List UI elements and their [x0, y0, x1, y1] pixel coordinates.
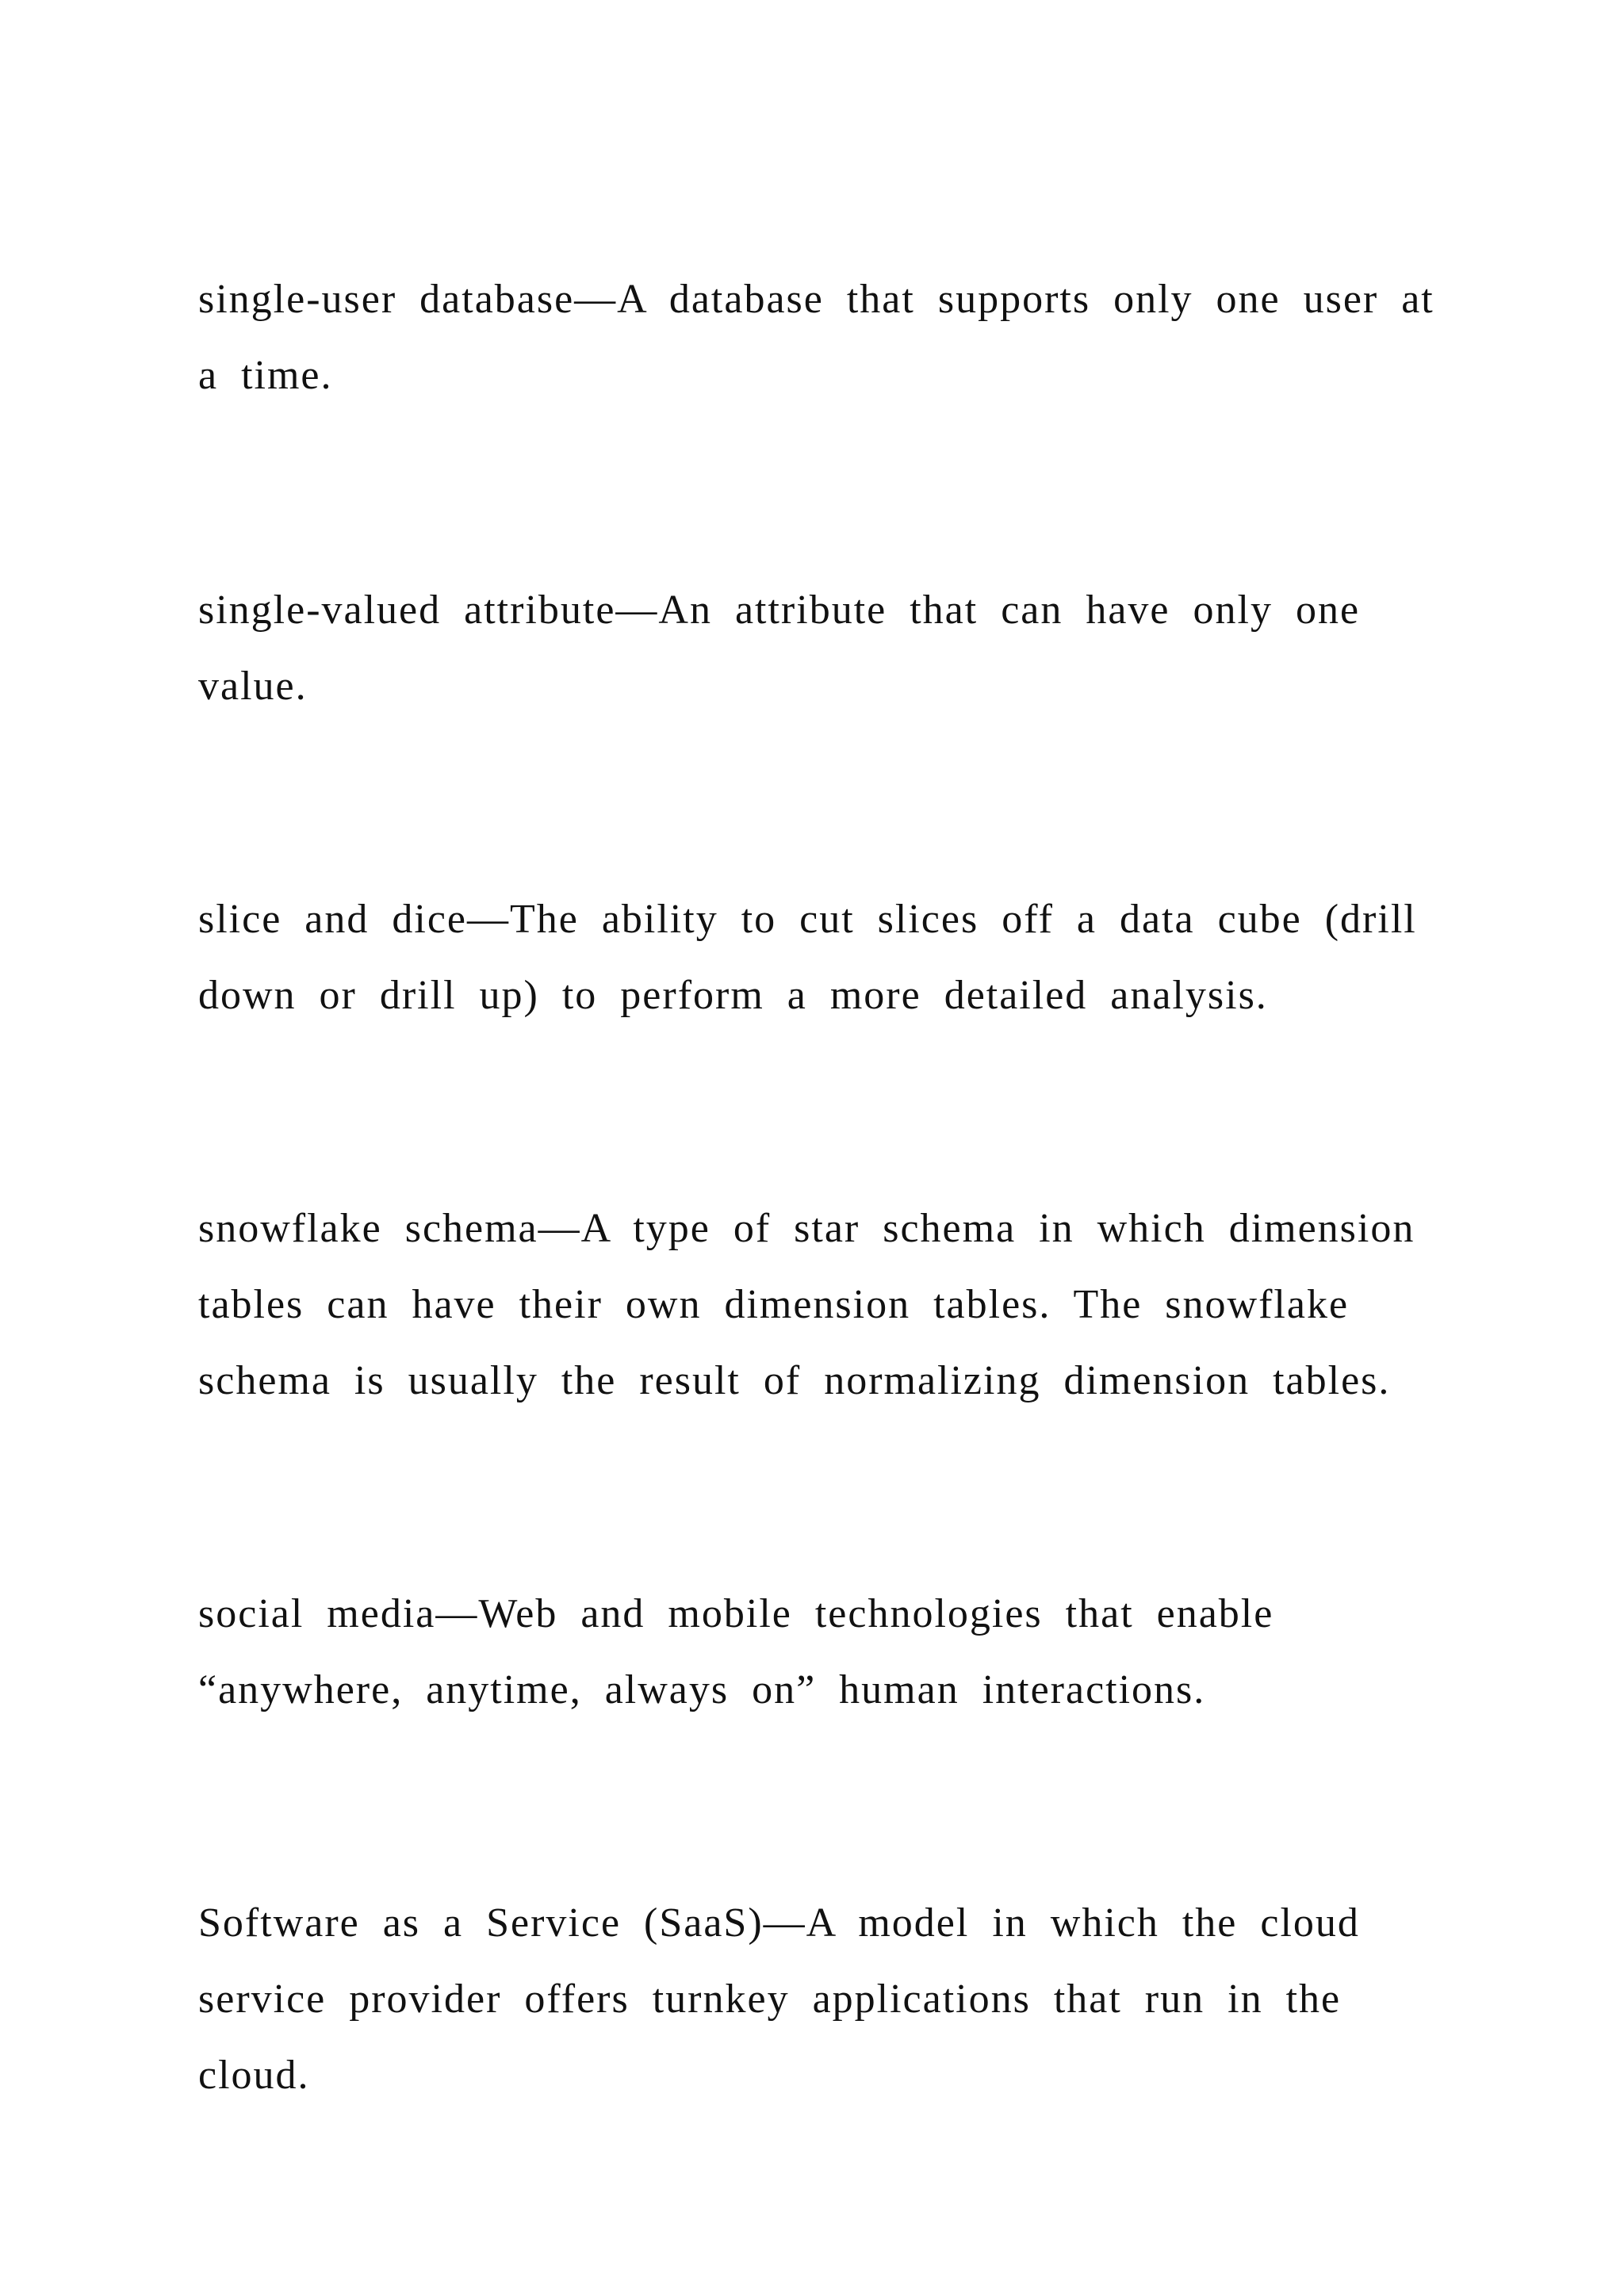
glossary-entry-slice-and-dice: slice and dice—The ability to cut slices off a data cube (drill down or drill up) to perform a more detailed analysis. — [198, 897, 1417, 1018]
glossary-entry-single-user-database: single-user database—A database that supports only one user at a time. — [198, 277, 1434, 398]
glossary-entry-snowflake-schema: snowflake schema—A type of star schema in which dimension tables can have their own dimension tables. The snowflake schema is usually the result of normalizing dimension tables. — [198, 1206, 1415, 1403]
glossary-entry-software-as-a-service: Software as a Service (SaaS)—A model in which the cloud service provider offers turnkey applications that run in the cloud. — [198, 1900, 1360, 2098]
glossary-entry-single-valued-attribute: single-valued attribute—An attribute that can have only one value. — [198, 587, 1361, 709]
glossary-entry-social-media: social media—Web and mobile technologies that enable “anywhere, anytime, always on” human interactions. — [198, 1591, 1274, 1712]
